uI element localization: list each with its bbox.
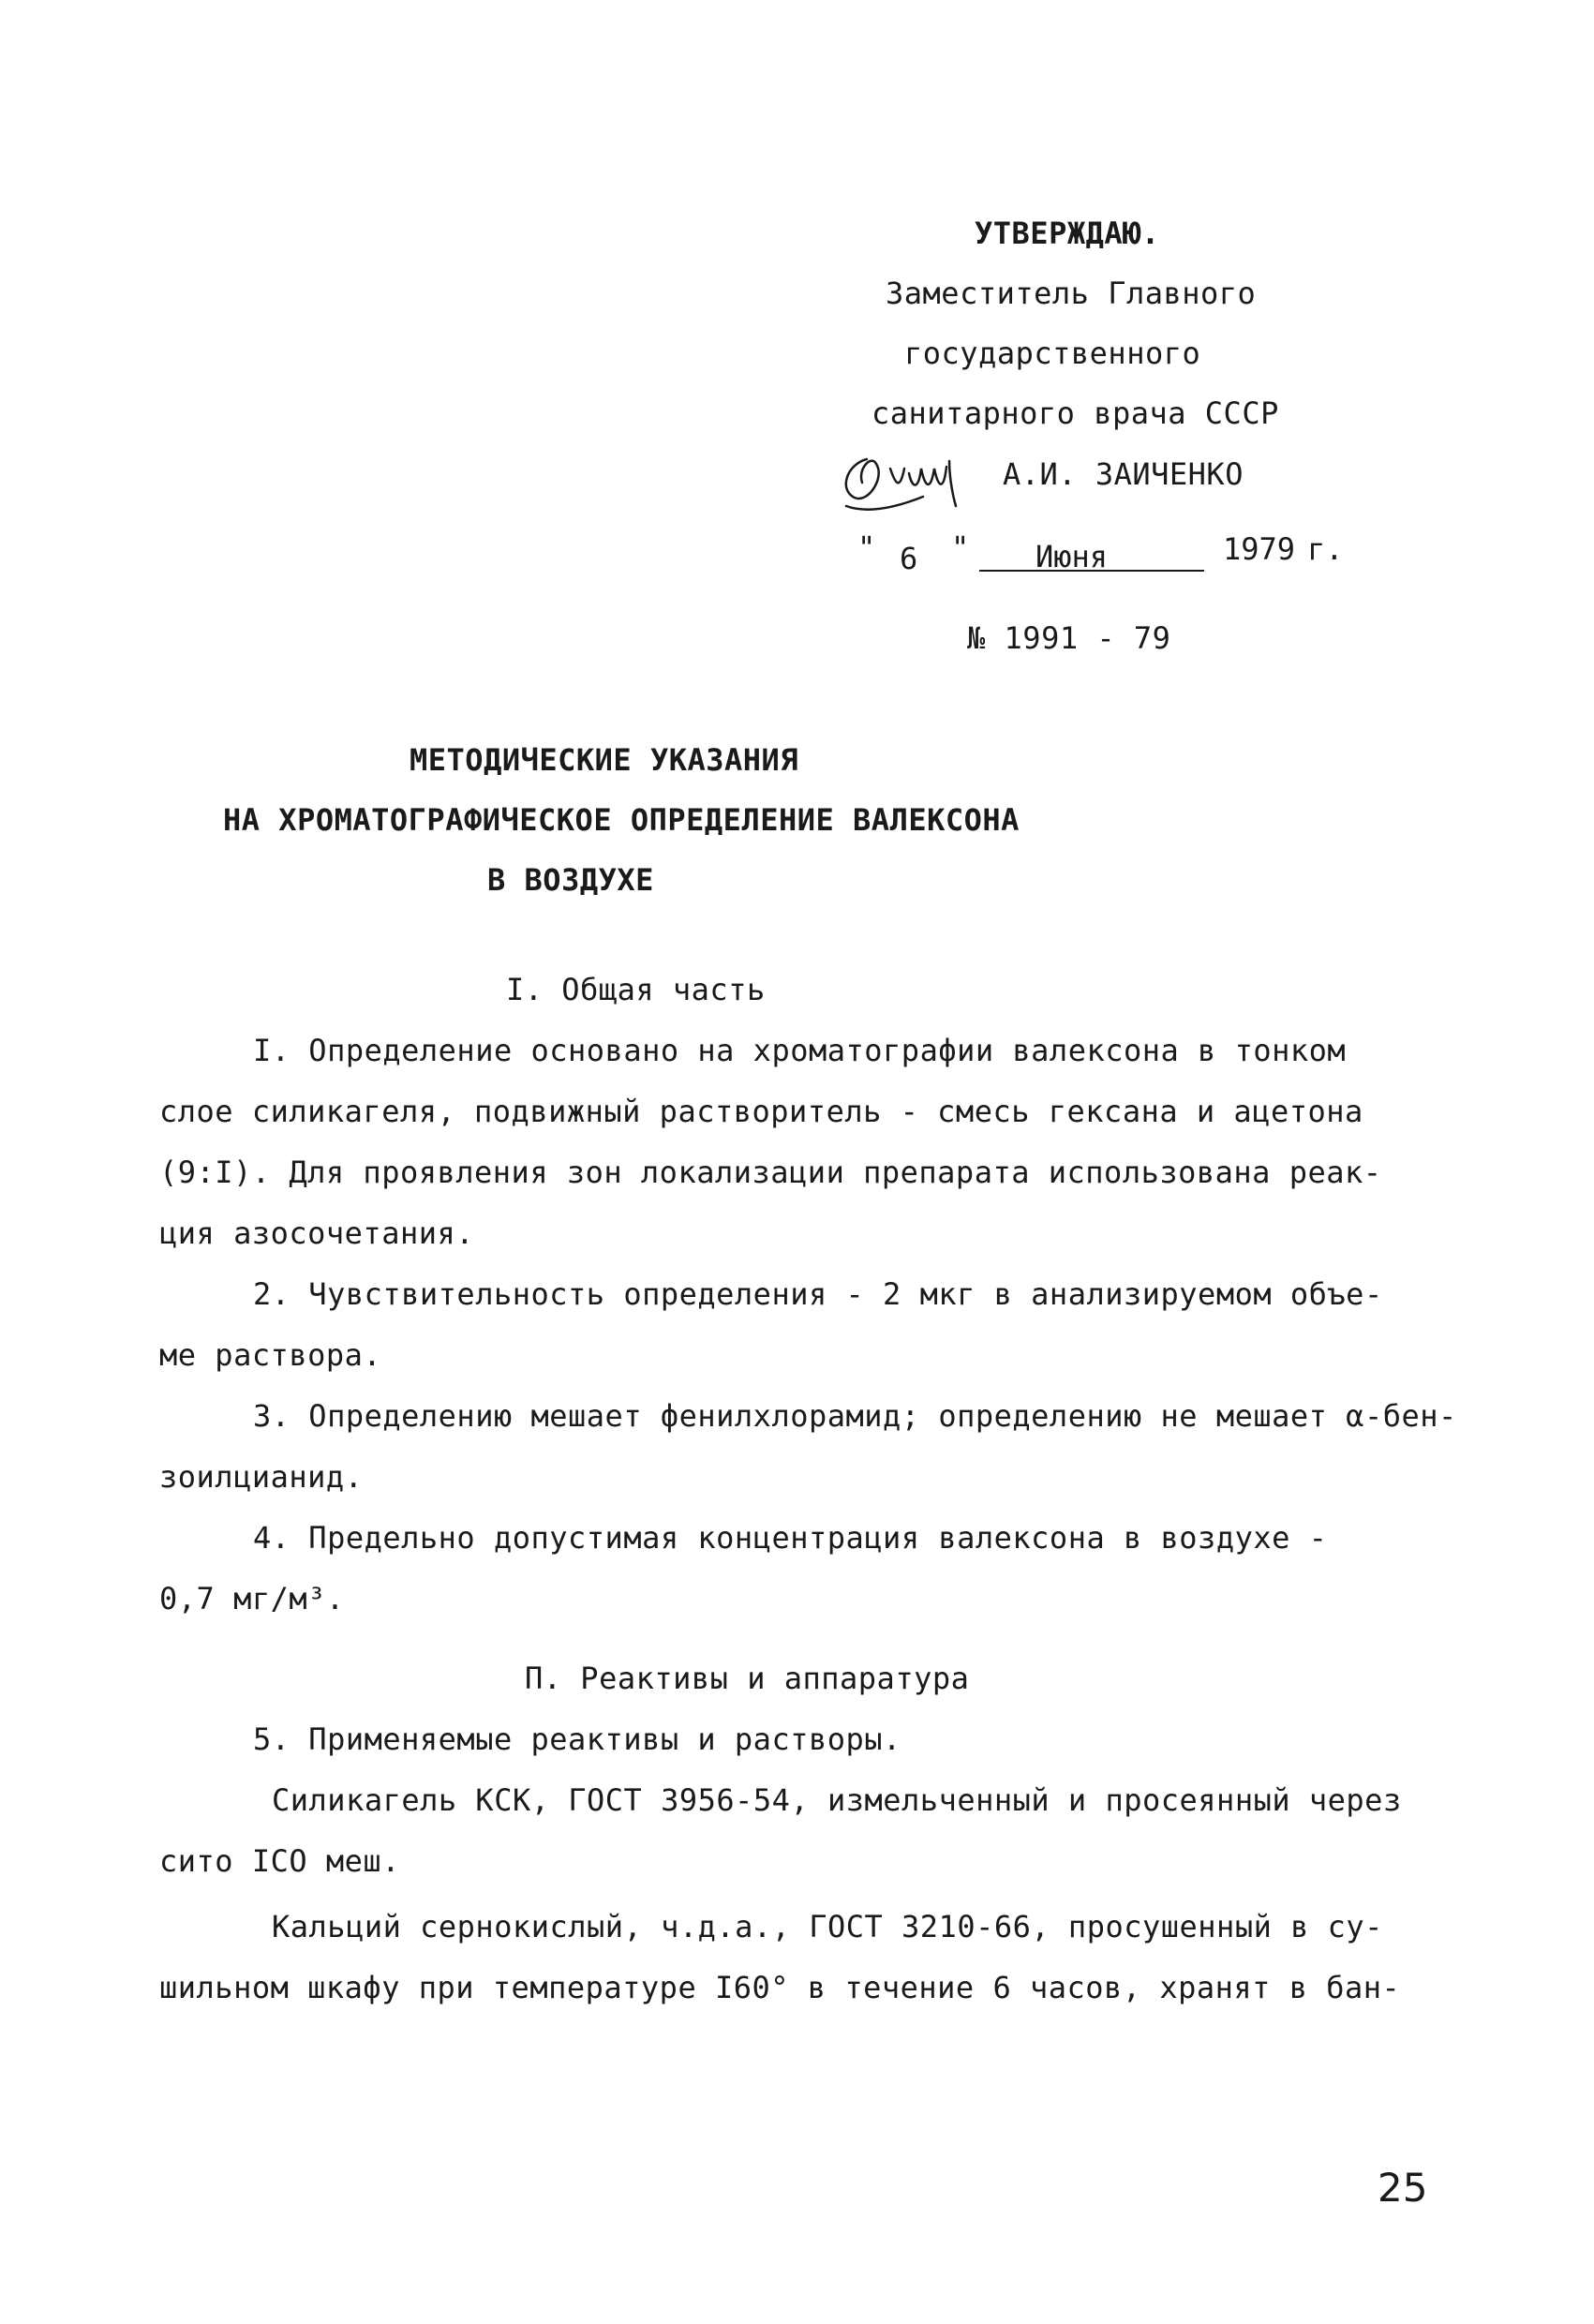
paragraph-2-line-2: ме раствора. (159, 1337, 382, 1373)
paragraph-1-line-2: слое силикагеля, подвижный растворитель - смесь гексана и ацетона (159, 1094, 1363, 1129)
title-line-1: МЕТОДИЧЕСКИЕ УКАЗАНИЯ (410, 742, 799, 778)
approval-line-sanitary: санитарного врача СССР (871, 395, 1279, 431)
approval-heading: УТВЕРЖДАЮ. (975, 216, 1160, 251)
paragraph-4-line-1: 4. Предельно допустимая концентрация валексона в воздухе - (253, 1520, 1328, 1556)
date-year-suffix: г. (1307, 531, 1344, 567)
paragraph-5: 5. Применяемые реактивы и растворы. (253, 1721, 901, 1757)
approval-date (848, 529, 1382, 579)
date-month: Июня (1035, 539, 1109, 574)
title-line-3: В ВОЗДУХЕ (487, 862, 654, 898)
date-close-quote: " (951, 529, 970, 565)
paragraph-1-line-3: (9:I). Для проявления зон локализации препарата использована реак- (159, 1155, 1382, 1190)
handwritten-signature (839, 440, 1007, 520)
date-month-underline (979, 570, 1204, 572)
title-line-2: НА ХРОМАТОГРАФИЧЕСКОЕ ОПРЕДЕЛЕНИЕ ВАЛЕКСОНА (223, 802, 1020, 838)
paragraph-1-line-1: I. Определение основано на хроматографии валексона в тонком (253, 1033, 1347, 1068)
date-day: 6 (900, 541, 918, 576)
section-2-heading: П. Реактивы и аппаратура (525, 1661, 970, 1696)
paragraph-7-line-1: Кальций сернокислый, ч.д.а., ГОСТ 3210-66, просушенный в су- (272, 1909, 1383, 1944)
paragraph-6-line-1: Силикагель КСК, ГОСТ 3956-54, измельченный и просеянный через (272, 1782, 1402, 1818)
approval-line-deputy: Заместитель Главного (886, 276, 1257, 311)
paragraph-4-line-2: 0,7 мг/м³. (159, 1581, 345, 1616)
paragraph-6-line-2: сито ICO меш. (159, 1843, 400, 1879)
date-open-quote: " (857, 529, 876, 565)
approval-number: № 1991 - 79 (967, 620, 1171, 656)
section-1-heading: I. Общая часть (506, 972, 766, 1007)
date-year: 1979 (1223, 531, 1296, 567)
paragraph-3-line-2: зоилцианид. (159, 1459, 364, 1495)
page-number: 25 (1378, 2165, 1428, 2211)
approval-line-state: государственного (904, 335, 1201, 371)
approval-signatory: А.И. ЗАИЧЕНКО (1003, 456, 1244, 492)
paragraph-1-line-4: ция азосочетания. (159, 1215, 475, 1251)
paragraph-7-line-2: шильном шкафу при температуре I60° в течение 6 часов, хранят в бан- (159, 1970, 1401, 2005)
paragraph-2-line-1: 2. Чувствительность определения - 2 мкг в анализируемом объе- (253, 1276, 1383, 1312)
paragraph-3-line-1: 3. Определению мешает фенилхлорамид; определению не мешает α-бен- (253, 1398, 1457, 1434)
